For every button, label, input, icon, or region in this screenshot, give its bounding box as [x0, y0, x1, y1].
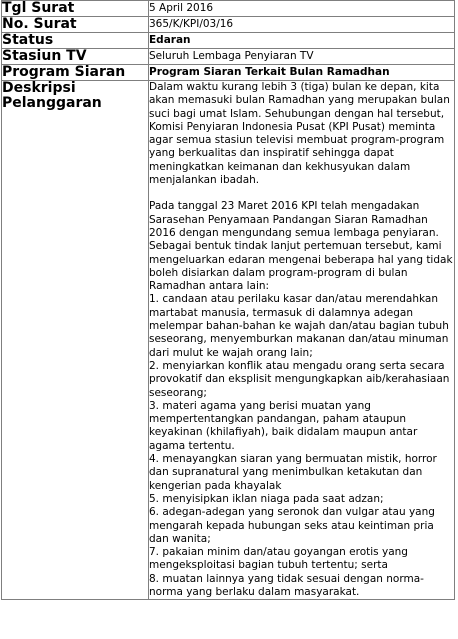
row-no-surat: [2, 17, 455, 33]
list-item: 4. menayangkan siaran yang bermuatan mistik, horror dan supranatural yang menimbulkan ketakutan dan kengerian pada khayalak: [149, 453, 437, 492]
list-item: 8. muatan lainnya yang tidak sesuai dengan norma-norma yang berlaku dalam masyarakat.: [149, 572, 424, 598]
row-status: [2, 33, 455, 49]
row-deskripsi: [2, 81, 455, 600]
list-item: 5. menyisipkan iklan niaga pada saat adzan;: [149, 492, 384, 505]
stasiun-tv-value: Seluruh Lembaga Penyiaran TV: [149, 49, 455, 65]
program-siaran-value: Program Siaran Terkait Bulan Ramadhan: [149, 65, 455, 81]
deskripsi-label: Deskripsi Pelanggaran: [2, 81, 149, 600]
letter-info-table: [1, 0, 455, 600]
status-value: Edaran: [149, 33, 455, 49]
tgl-surat-label: Tgl Surat: [2, 1, 149, 17]
status-label: Status: [2, 33, 149, 49]
row-tgl-surat: [2, 1, 455, 17]
list-item: 3. materi agama yang berisi muatan yang mempertentangkan pandangan, paham ataupun keyakinan (khilafiyah), baik didalam maupun antar agama tertentu.: [149, 399, 418, 452]
stasiun-tv-label: Stasiun TV: [2, 49, 149, 65]
list-item: 7. pakaian minim dan/atau goyangan erotis yang mengeksploitasi bagian tubuh tertentu; serta: [149, 546, 408, 572]
program-siaran-label: Program Siaran: [2, 65, 149, 81]
deskripsi-value: [149, 81, 455, 600]
list-item: 2. menyiarkan konflik atau mengadu orang serta secara provokatif dan eksplisit mengungkapkan aib/kerahasiaan seseorang;: [149, 359, 450, 399]
no-surat-value: 365/K/KPI/03/16: [149, 17, 455, 33]
list-item: 1. candaan atau perilaku kasar dan/atau merendahkan martabat manusia, termasuk di dalamnya adegan melempar bahan-bahan ke wajah dan/atau bagian tubuh seseorang, menyemburkan makanan dan/atau minuman dari mulut ke wajah orang lain;: [149, 293, 449, 359]
deskripsi-paragraph-1: Dalam waktu kurang lebih 3 (tiga) bulan ke depan, kita akan memasuki bulan Ramadhan yang merupakan bulan suci bagi umat Islam. Sehubungan dengan hal tersebut, Komisi Penyiaran Indonesia Pusat (KPI Pusat) meminta agar semua stasiun televisi membuat program-program yang berkualitas dan inspiratif sehingga dapat meningkatkan keimanan dan kekhusyukan dalam menjalankan ibadah.: [149, 81, 450, 187]
row-stasiun-tv: [2, 49, 455, 65]
no-surat-label: No. Surat: [2, 17, 149, 33]
row-program-siaran: [2, 65, 455, 81]
list-item: 6. adegan-adegan yang seronok dan vulgar atau yang mengarah kepada hubungan seks atau keintiman pria dan wanita;: [149, 506, 435, 545]
deskripsi-paragraph-2: Pada tanggal 23 Maret 2016 KPI telah mengadakan Sarasehan Penyamaan Pandangan Siaran Ramadhan 2016 dengan mengundang semua lembaga penyiaran. Sebagai bentuk tindak lanjut pertemuan tersebut, kami mengeluarkan edaran mengenai beberapa hal yang tidak boleh disiarkan dalam program-program di bulan Ramadhan antara lain:: [149, 200, 453, 293]
tgl-surat-value: 5 April 2016: [149, 1, 455, 17]
